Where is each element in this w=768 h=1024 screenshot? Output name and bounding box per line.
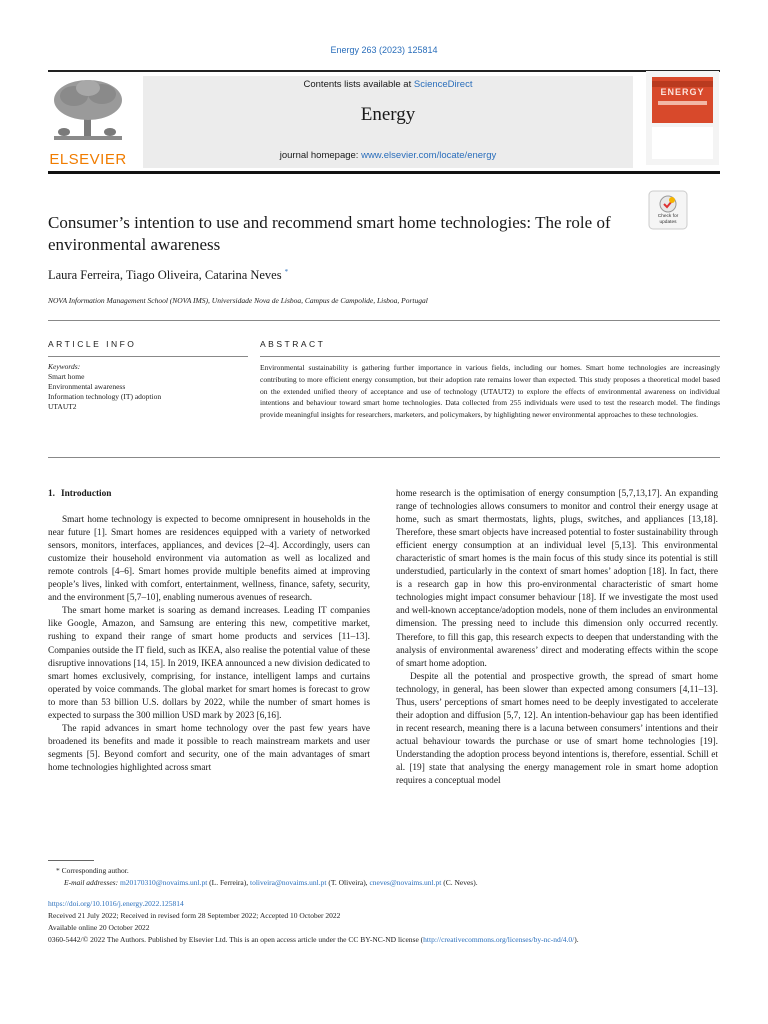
keyword-item: UTAUT2 bbox=[48, 402, 77, 411]
journal-name: Energy bbox=[360, 104, 416, 125]
corresponding-author-note: * Corresponding author. bbox=[56, 866, 129, 875]
body-paragraph: Smart home technology is expected to become omnipresent in households in the near future [1]. Smart homes are residences equipped with a variety of networked sensors, monitors, interfaces, appliances, and devices [2–4]. Accordingly, users can customize their household environment via automation as well as localized and remote controls [4–6]. Smart homes provide multiple benefits aimed at improving people’s lives, linked with comfort, entertainment, wellness, finance, safety, security, and the environment [5,7–10], enabling numerous avenues of research. bbox=[48, 515, 370, 604]
keyword-item: Smart home bbox=[48, 372, 85, 381]
abstract-rule bbox=[260, 356, 720, 357]
email-owner: (T. Oliveira), bbox=[326, 878, 370, 887]
email-owner: (C. Neves). bbox=[441, 878, 478, 887]
abstract-heading: ABSTRACT bbox=[260, 339, 326, 349]
email-label: E-mail addresses: bbox=[64, 878, 119, 887]
journal-citation[interactable]: Energy 263 (2023) 125814 bbox=[330, 45, 438, 55]
divider-rule bbox=[48, 457, 720, 458]
license-statement bbox=[48, 934, 720, 946]
keyword-item: Information technology (IT) adoption bbox=[48, 392, 162, 401]
author-affiliation: NOVA Information Management School (NOVA IMS), Universidade Nova de Lisboa, Campus de Campolide, Lisboa, Portugal bbox=[48, 296, 428, 305]
license-suffix: ). bbox=[574, 935, 579, 944]
divider-rule bbox=[48, 320, 720, 321]
keywords-label: Keywords: bbox=[48, 362, 81, 371]
header-top-rule bbox=[48, 70, 720, 72]
journal-homepage-link[interactable]: www.elsevier.com/locate/energy bbox=[361, 150, 497, 161]
homepage-prefix: journal homepage: bbox=[279, 150, 362, 161]
article-info-rule bbox=[48, 356, 248, 357]
journal-cover-image bbox=[646, 71, 719, 165]
author-list bbox=[48, 268, 288, 283]
header-bottom-rule bbox=[48, 171, 720, 174]
sciencedirect-link[interactable]: ScienceDirect bbox=[413, 79, 473, 90]
email-addresses bbox=[48, 877, 720, 889]
license-link[interactable]: http://creativecommons.org/licenses/by-nc-nd/4.0/ bbox=[423, 935, 575, 944]
keywords-block bbox=[48, 362, 248, 412]
publisher-name: ELSEVIER bbox=[49, 151, 127, 168]
elsevier-logo bbox=[48, 76, 138, 168]
received-dates: Received 21 July 2022; Received in revised form 28 September 2022; Accepted 10 October 2022 bbox=[48, 911, 341, 920]
section-heading bbox=[48, 488, 370, 501]
article-title: Consumer’s intention to use and recommend smart home technologies: The role of environmental awareness bbox=[48, 213, 611, 254]
keyword-item: Environmental awareness bbox=[48, 382, 126, 391]
body-right-column bbox=[396, 488, 718, 788]
contents-line bbox=[143, 79, 633, 90]
email-link[interactable]: cneves@novaims.unl.pt bbox=[369, 878, 442, 887]
available-online: Available online 20 October 2022 bbox=[48, 923, 150, 932]
email-link[interactable]: m20170310@novaims.unl.pt bbox=[119, 878, 208, 887]
homepage-line bbox=[143, 150, 633, 161]
email-link[interactable]: toliveira@novaims.unl.pt bbox=[249, 878, 327, 887]
corresponding-author-text: Corresponding author. bbox=[61, 866, 129, 875]
journal-cover-thumbnail[interactable] bbox=[646, 71, 719, 165]
license-prefix: 0360-5442/© 2022 The Authors. Published by Elsevier Ltd. This is an open access article under the CC BY-NC-ND license ( bbox=[48, 935, 424, 944]
check-for-updates-label: Check for updates bbox=[657, 214, 679, 225]
body-paragraph: home research is the optimisation of energy consumption [5,7,13,17]. An expanding range of technologies allows consumers to monitor and control their energy usage at home, such as smart thermostats, lights, plugs, switches, and appliances [13,18]. Therefore, these smart objects have increased potential to foster sustainability through efficient energy consumption at an individual level [5,13]. This environmental characteristic of smart homes is the main focus of this study since its potential is still understudied, particularly in the context of smart homes’ adoption [18]. In fact, there is a research gap in how this pro-environmental characteristic of smart home technologies might impact consumer behaviour [18]. If we investigate the most used and well-known acceptance/adoption models, none of them includes an environmental dimension. The pressing need to include this dimension only occurred recently. Therefore, to fill this gap, this research expects to deepen that understanding with the analysis of environmental awareness’ direct and moderating effects within the scope of smart home adoption. bbox=[396, 489, 718, 669]
article-info-heading: ARTICLE INFO bbox=[48, 339, 137, 349]
contents-prefix: Contents lists available at bbox=[303, 79, 414, 90]
body-paragraph: The smart home market is soaring as demand increases. Leading IT companies like Google, Amazon, and Samsung are entering this new, competitive market, rushing to expand their range of smart home products and services [11–13]. Companies outside the IT field, such as IKEA, also realise the potential value of these disruptive innovations [14, 15]. In 2019, IKEA announced a new division dedicated to smart homes exclusively, comprising, for instance, intelligent lamps and curtains operated by voice commands. The global market for smart homes is forecast to grow to more than 53 billion U.S. dollars by 2022, while the number of smart homes is expected to surpass the 300 million USD mark by 2023 [6,16]. bbox=[48, 606, 370, 721]
doi-link[interactable]: https://doi.org/10.1016/j.energy.2022.125814 bbox=[48, 899, 184, 908]
footnotes bbox=[48, 865, 720, 889]
elsevier-tree-icon bbox=[48, 76, 128, 148]
section-title: Introduction bbox=[60, 489, 112, 499]
check-for-updates-button[interactable] bbox=[648, 190, 688, 230]
authors-names: Laura Ferreira, Tiago Oliveira, Catarina Neves bbox=[48, 268, 282, 283]
article-metadata bbox=[48, 898, 720, 946]
body-paragraph: The rapid advances in smart home technology over the past few years have broadened its benefits and made it possible to reach mainstream markets and user segments [5]. Beyond comfort and security, one of the main advantages of smart home technologies highlighted across smart bbox=[48, 723, 370, 773]
footnote-rule bbox=[48, 860, 94, 861]
corresponding-author-mark[interactable]: * bbox=[284, 268, 289, 276]
email-owner: (L. Ferreira), bbox=[207, 878, 250, 887]
section-number: 1. bbox=[48, 489, 55, 499]
abstract-text: Environmental sustainability is gathering further importance in various fields, including our homes. Smart home technologies are increasingly contributing to more efficient energy consumption, but their adoption rate remains lower than expected. This study proposes a theoretical model based on the extended unified theory of acceptance and use of technology (UTAUT2) to explore the effects of environmental awareness on individual intentions and behaviour toward smart home technologies. Data collected from 255 individuals were used to test the research model. The findings provide meaningful insights for researchers, marketers, and policymakers, by highlighting newer environmental approaches to these technologies. bbox=[260, 363, 720, 420]
cover-title: ENERGY bbox=[660, 87, 705, 97]
body-left-column bbox=[48, 488, 370, 775]
body-paragraph: Despite all the potential and prospective growth, the spread of smart home technology, in general, has been slower than expected among consumers [4,11–13]. Thus, users’ perceptions of smart homes need to be deeply investigated to accelerate their adoption and diffusion [5,7, 12]. An intention-behaviour gap has been identified in recent research, meaning there is a lacuna between consumers’ intentions and their actual behaviour towards the purchase or use of smart home technologies [19]. Understanding the adoption process beyond intentions is, therefore, essential. Schill et al. [19] state that analysing the energy management role in smart home adoption requires a conceptual model bbox=[396, 671, 718, 787]
